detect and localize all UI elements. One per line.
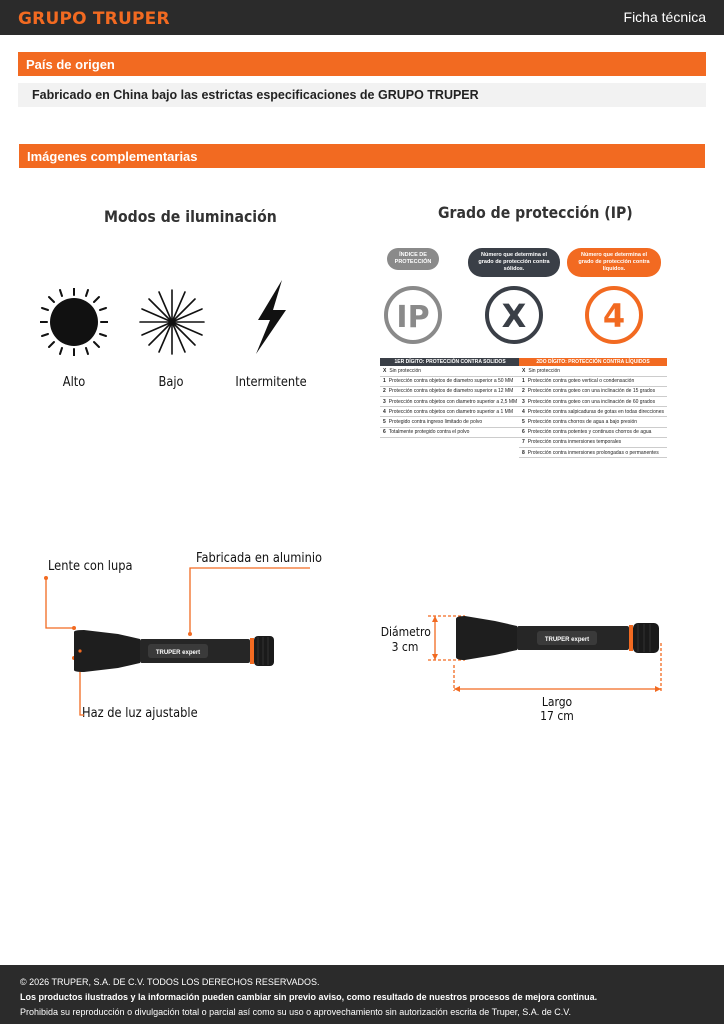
solids-description: Protección contra objetos con diametro superior a 1 MM [388,408,514,415]
liquids-row [519,386,667,396]
solids-description: Protección contra objetos de diametro superior a 12 MM [388,388,514,395]
feature-lens-label: Lente con lupa [48,559,133,574]
mode-label-flash: Intermitente [235,375,307,390]
ip-title: Grado de protección (IP) [438,203,633,222]
liquids-description: Protección contra inmersiones prolongadas o permanentes [527,449,659,456]
liquids-description: Protección contra goteo con una inclinación de 60 grados [527,398,656,405]
liquids-row [519,437,667,447]
liquids-description: Protección contra chorros de agua a bajo presión [527,419,638,426]
solids-digit: 4 [383,408,386,415]
footer-copyright: © 2026 TRUPER, S.A. DE C.V. TODOS LOS DERECHOS RESERVADOS. [20,977,320,987]
liquids-description: Protección contra goteo vertical o condensación [527,378,635,385]
lightning-icon [252,280,290,354]
footer-legal: Prohibida su reproducción o divulgación total o parcial así como su uso o aprovechamiento sin autorización escrita de Truper, S.A. de C.V. [20,1007,571,1017]
svg-text:TRUPER expert: TRUPER expert [155,650,201,656]
solids-digit: 2 [383,388,386,395]
solids-description: Protegido contra ingreso limitado de polvo [388,419,483,426]
liquids-digit: 1 [522,378,525,385]
origin-text: Fabricado en China bajo las estrictas especificaciones de GRUPO TRUPER [18,83,706,107]
liquids-row [519,427,667,437]
liquids-digit-circle [584,285,644,345]
liquids-digit: 2 [522,388,525,395]
flashlight-callout-diagram [40,560,320,725]
top-bar [0,0,724,35]
document-type: Ficha técnica [623,9,706,25]
liquids-digit: 7 [522,439,525,446]
solids-row [380,376,520,386]
solids-description: Sin protección [389,367,422,374]
solids-description: Protección contra objetos de diametro superior a 50 MM [388,378,514,385]
diameter-value: 3 cm [391,640,419,654]
solids-table [380,358,520,438]
sun-high-icon [40,288,108,356]
solids-digit: 3 [383,398,386,405]
mode-label-low: Bajo [158,375,184,390]
svg-text:X: X [501,297,527,335]
liquids-description: Protección contra goteo con una inclinación de 15 grados [527,388,656,395]
liquids-digit: X [522,367,526,374]
footer-notice: Los productos ilustrados y la información pueden cambiar sin previo aviso, como resultado de nuestros procesos de mejora continua. [20,992,598,1002]
solids-description: Protección contra objetos con diametro superior a 2,5 MM [388,398,518,405]
liquids-description: Protección contra inmersiones temporales [527,439,622,446]
liquids-description: Protección contra potentes y continuos chorros de agua [527,429,652,436]
liquids-digit: 8 [522,449,525,456]
liquids-row [519,407,667,417]
solids-digit-circle [484,285,544,345]
flashlight-dimensions-diagram [425,605,670,695]
liquids-row [519,376,667,386]
lighting-title: Modos de iluminación [104,207,277,226]
liquids-digit: 4 [522,408,525,415]
liquids-description: Sin protección [528,367,561,374]
origin-section-title: País de origen [18,52,706,76]
solids-digit: 6 [383,429,386,436]
liquids-digit: 5 [522,419,525,426]
liquids-description: Protección contra salpicaduras de gotas en todas direcciones [527,408,664,415]
feature-beam-label: Haz de luz ajustable [82,706,198,721]
pill-solids: Número que determina el grado de protección contra sólidos. [468,248,560,277]
length-value: 17 cm [540,709,574,723]
liquids-row [519,448,667,458]
solids-row [380,417,520,427]
brand-logo: GRUPO TRUPER [18,9,170,29]
liquids-table [519,358,667,458]
pill-liquids: Número que determina el grado de protección contra líquidos. [567,248,661,277]
svg-text:4: 4 [602,297,626,335]
solids-row [380,386,520,396]
liquids-digit: 3 [522,398,525,405]
liquids-row [519,397,667,407]
complementary-section-title: Imágenes complementarias [19,144,705,168]
solids-row [380,427,520,437]
solids-row [380,366,520,376]
feature-aluminum-label: Fabricada en aluminio [196,551,323,566]
solids-digit: X [383,367,387,374]
svg-text:IP: IP [396,300,430,335]
liquids-table-header: 2DO DÍGITO: PROTECCIÓN CONTRA LÍQUIDOS [519,358,667,366]
mode-label-high: Alto [62,375,86,390]
length-label: Largo [541,695,573,709]
liquids-row [519,366,667,376]
solids-digit: 1 [383,378,386,385]
footer [0,965,724,1024]
svg-text:TRUPER expert: TRUPER expert [544,637,590,643]
liquids-row [519,417,667,427]
solids-table-header: 1ER DÍGITO: PROTECCIÓN CONTRA SOLIDOS [380,358,520,366]
sun-low-icon [138,288,206,356]
liquids-digit: 6 [522,429,525,436]
diameter-label: Diámetro [380,625,431,639]
solids-row [380,407,520,417]
ip-circle [383,285,443,345]
solids-digit: 5 [383,419,386,426]
solids-description: Totalmente protegido contra el polvo [388,429,470,436]
pill-ip-index: ÍNDICE DE PROTECCIÓN [387,248,439,270]
solids-row [380,397,520,407]
